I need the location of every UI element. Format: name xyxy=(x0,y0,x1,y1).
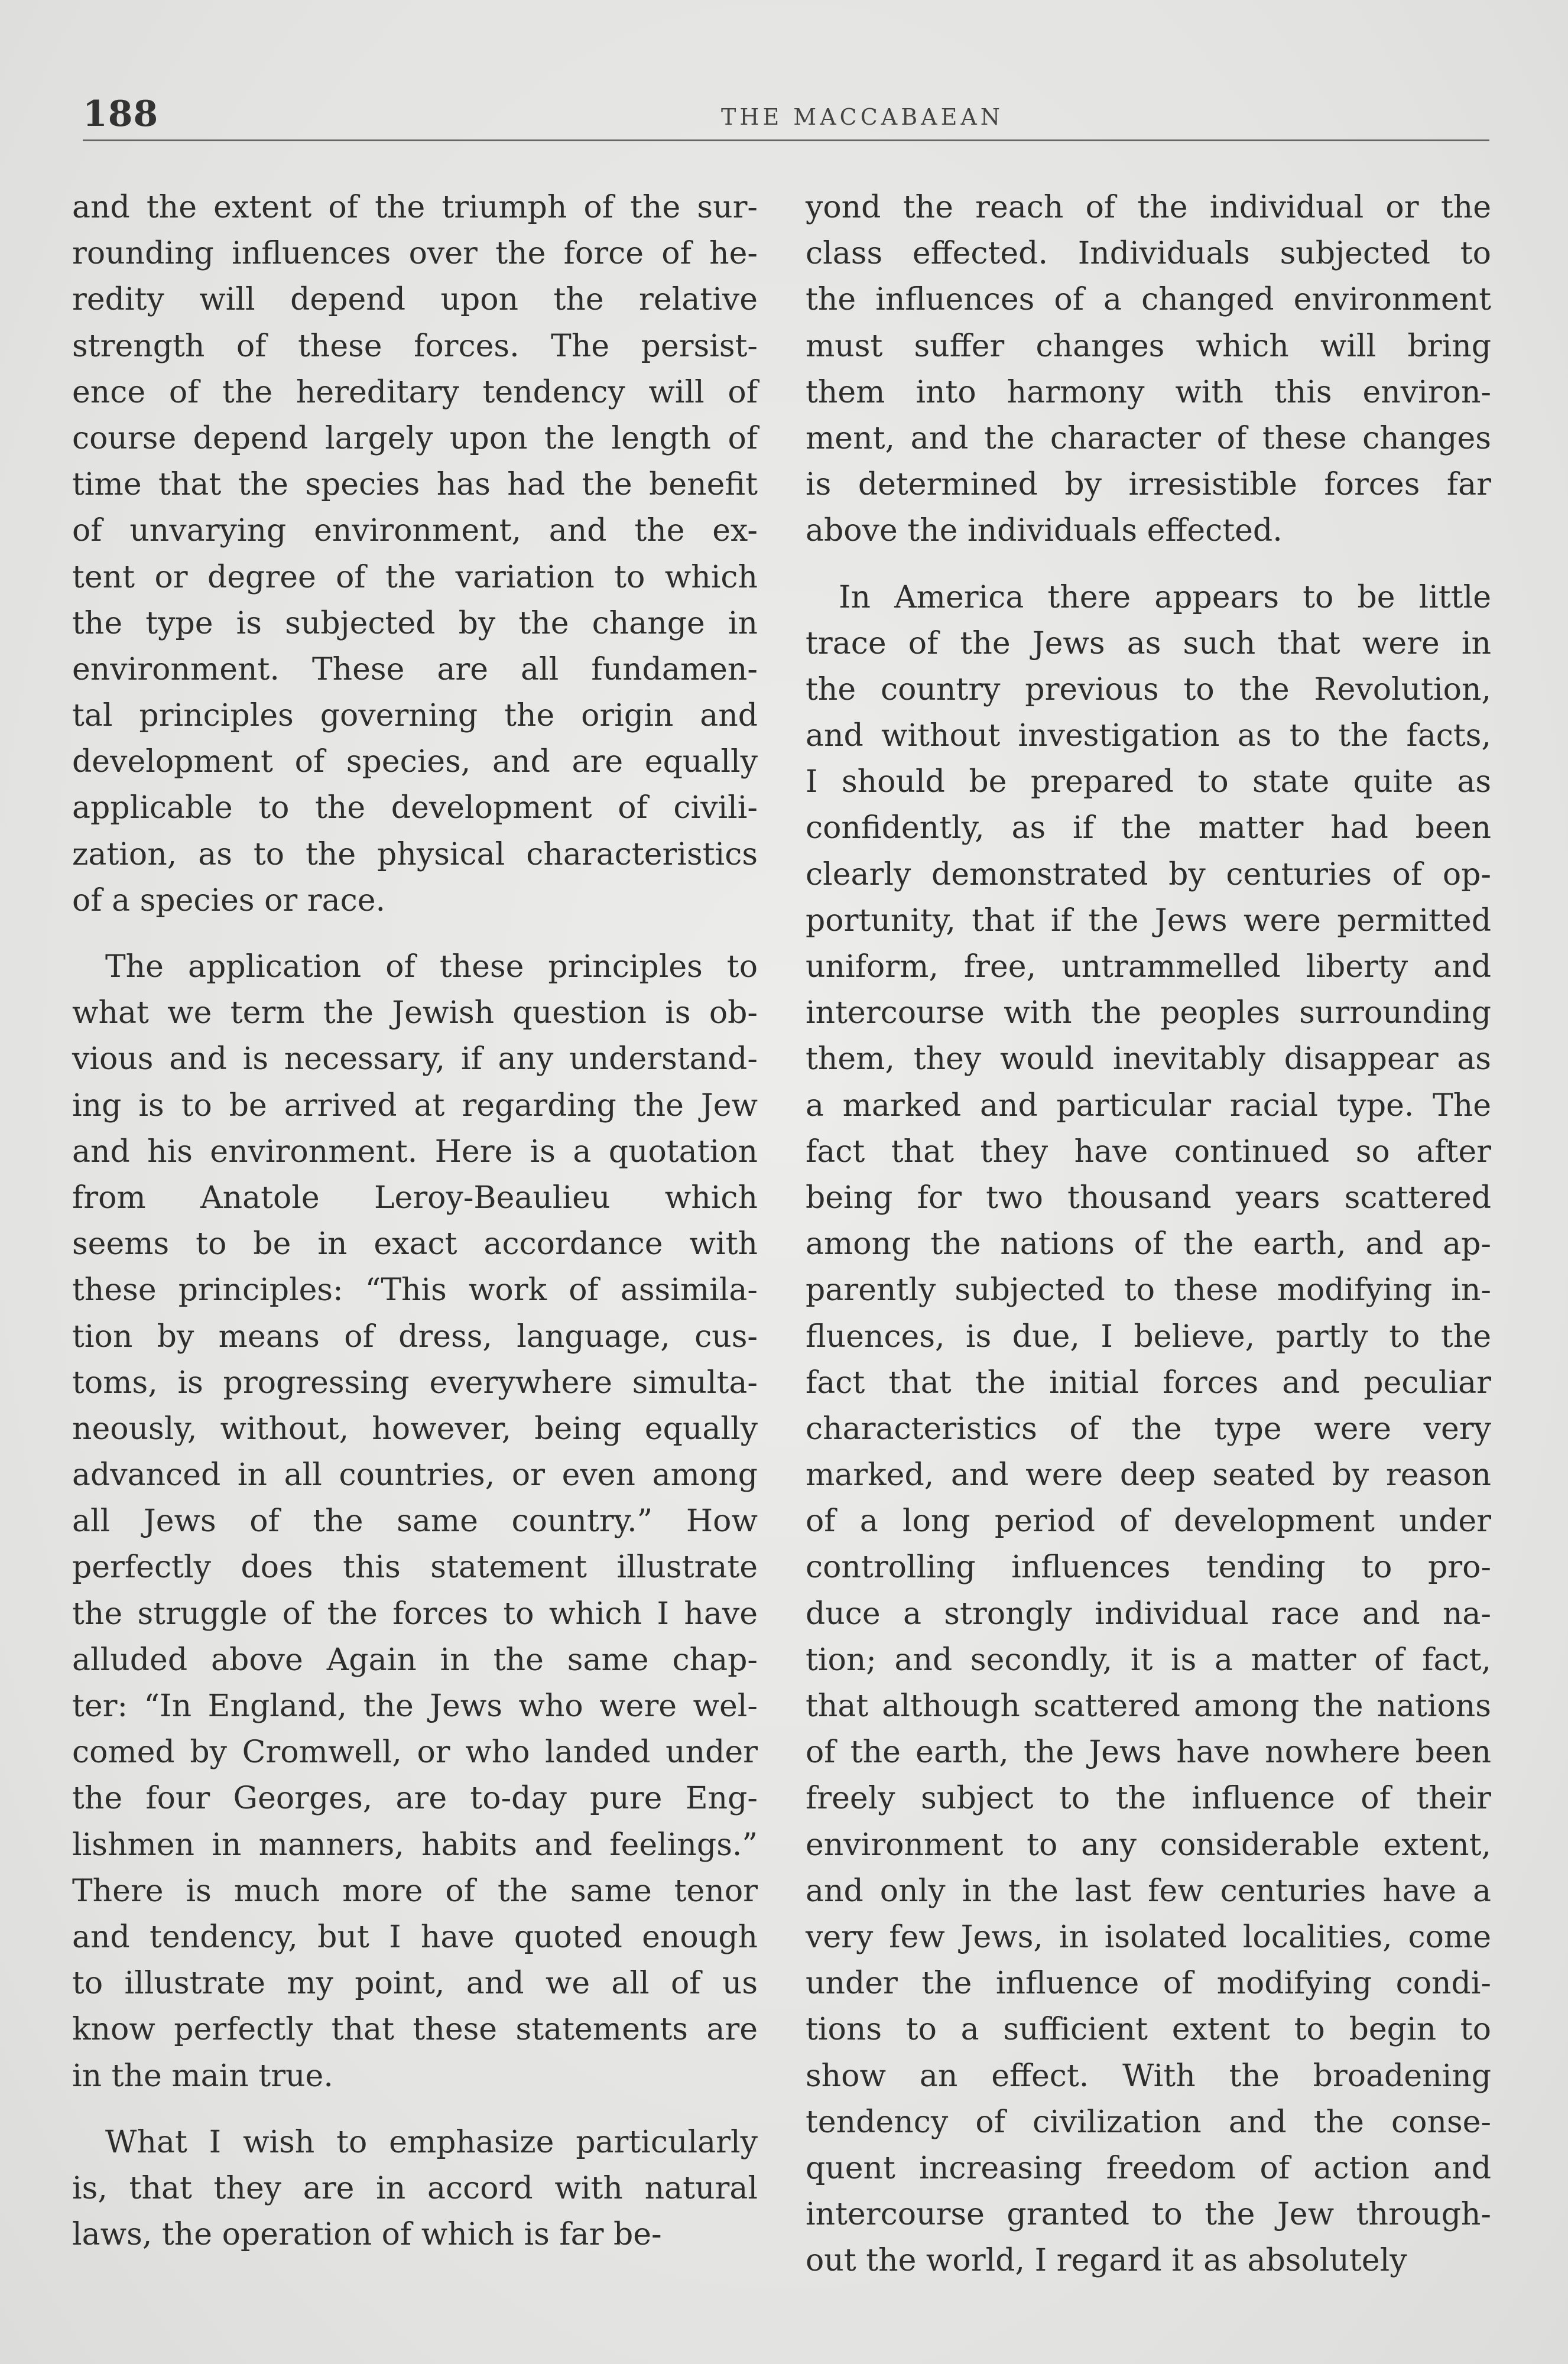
text-line: a marked and particular racial type. The xyxy=(806,1087,1491,1123)
text-line: of a species or race. xyxy=(72,882,386,918)
text-line: of the earth, the Jews have nowhere been xyxy=(806,1735,1491,1771)
text-line: above the individuals effected. xyxy=(806,513,1283,549)
text-line: comed by Cromwell, or who landed under xyxy=(72,1735,758,1771)
text-line: is, that they are in accord with natural xyxy=(72,2170,758,2206)
text-line: the four Georges, are to-day pure Eng- xyxy=(72,1781,758,1817)
text-line: the country previous to the Revolution, xyxy=(806,671,1491,707)
text-line: tent or degree of the variation to which xyxy=(72,559,758,595)
text-line: class effected. Individuals subjected to xyxy=(806,236,1491,272)
text-line: ment, and the character of these changes xyxy=(806,420,1491,456)
text-line: I should be prepared to state quite as xyxy=(806,764,1491,800)
text-line: in the main true. xyxy=(72,2058,333,2094)
text-line: show an effect. With the broadening xyxy=(806,2058,1491,2094)
text-line: them into harmony with this environ- xyxy=(806,374,1491,410)
text-line: controlling influences tending to pro- xyxy=(806,1550,1491,1586)
text-line: these principles: “This work of assimila- xyxy=(72,1272,758,1308)
left-column xyxy=(72,184,758,2258)
text-line: The application of these principles to xyxy=(105,949,758,985)
text-line: uniform, free, untrammelled liberty and xyxy=(806,949,1491,985)
text-line: must suffer changes which will bring xyxy=(806,328,1491,364)
text-line: alluded above Again in the same chap- xyxy=(72,1642,758,1678)
text-line: that although scattered among the nations xyxy=(806,1688,1491,1724)
text-line: what we term the Jewish question is ob- xyxy=(72,995,758,1031)
text-line: marked, and were deep seated by reason xyxy=(806,1457,1491,1493)
text-line: the type is subjected by the change in xyxy=(72,605,758,641)
text-line: ing is to be arrived at regarding the Jew xyxy=(72,1087,758,1123)
right-column xyxy=(806,184,1491,2284)
text-line: of a long period of development under xyxy=(806,1504,1491,1540)
text-line: parently subjected to these modifying in- xyxy=(806,1272,1491,1308)
paragraph xyxy=(806,184,1491,554)
text-line: tendency of civilization and the conse- xyxy=(806,2104,1491,2140)
text-line: seems to be in exact accordance with xyxy=(72,1226,758,1262)
text-line: quent increasing freedom of action and xyxy=(806,2150,1491,2186)
text-line: is determined by irresistible forces far xyxy=(806,467,1491,503)
text-line: characteristics of the type were very xyxy=(806,1411,1491,1447)
text-line: laws, the operation of which is far be- xyxy=(72,2217,662,2253)
text-line: the struggle of the forces to which I have xyxy=(72,1596,758,1632)
running-title: THE MACCABAEAN xyxy=(721,104,1004,130)
text-line: portunity, that if the Jews were permitted xyxy=(806,902,1491,939)
text-line: intercourse with the peoples surrounding xyxy=(806,995,1491,1031)
paragraph xyxy=(72,184,758,924)
text-line: them, they would inevitably disappear as xyxy=(806,1041,1491,1077)
text-line: know perfectly that these statements are xyxy=(72,2012,758,2048)
text-line: all Jews of the same country.” How xyxy=(72,1504,758,1540)
paragraph xyxy=(72,2119,758,2258)
text-line: perfectly does this statement illustrate xyxy=(72,1550,758,1586)
text-line: lishmen in manners, habits and feelings.” xyxy=(72,1827,758,1863)
text-line: toms, is progressing everywhere simulta- xyxy=(72,1365,758,1401)
text-line: time that the species has had the benefit xyxy=(72,467,758,503)
text-line: zation, as to the physical characteristics xyxy=(72,836,758,872)
text-line: clearly demonstrated by centuries of op- xyxy=(806,856,1491,892)
text-line: vious and is necessary, if any understand- xyxy=(72,1041,758,1077)
header-rule xyxy=(83,139,1489,141)
text-line: environment. These are all fundamen- xyxy=(72,651,758,687)
text-line: tion by means of dress, language, cus- xyxy=(72,1319,758,1355)
text-line: applicable to the development of civili- xyxy=(72,790,758,826)
text-line: and only in the last few centuries have a xyxy=(806,1873,1491,1909)
text-line: tions to a sufficient extent to begin to xyxy=(806,2012,1491,2048)
text-line: yond the reach of the individual or the xyxy=(806,190,1491,225)
text-line: fluences, is due, I believe, partly to the xyxy=(806,1319,1491,1355)
text-line: rounding influences over the force of he- xyxy=(72,236,758,272)
text-line: of unvarying environment, and the ex- xyxy=(72,513,758,549)
text-line: confidently, as if the matter had been xyxy=(806,810,1491,846)
text-line: out the world, I regard it as absolutely xyxy=(806,2243,1407,2279)
paragraph-gap xyxy=(806,554,1491,574)
text-line: fact that they have continued so after xyxy=(806,1134,1491,1170)
paragraph xyxy=(806,574,1491,2284)
text-line: duce a strongly individual race and na- xyxy=(806,1596,1491,1632)
text-line: being for two thousand years scattered xyxy=(806,1180,1491,1216)
text-line: freely subject to the influence of their xyxy=(806,1781,1491,1817)
text-line: strength of these forces. The persist- xyxy=(72,328,758,364)
page-header xyxy=(83,89,1489,136)
text-line: What I wish to emphasize particularly xyxy=(105,2124,758,2160)
text-line: There is much more of the same tenor xyxy=(72,1873,758,1909)
text-line: trace of the Jews as such that were in xyxy=(806,625,1491,661)
text-line: under the influence of modifying condi- xyxy=(806,1966,1491,2002)
text-line: redity will depend upon the relative xyxy=(72,282,758,318)
text-line: ence of the hereditary tendency will of xyxy=(72,374,758,410)
text-line: the influences of a changed environment xyxy=(806,282,1491,318)
paragraph-gap xyxy=(72,2099,758,2119)
text-line: very few Jews, in isolated localities, come xyxy=(806,1919,1491,1955)
text-line: and the extent of the triumph of the sur- xyxy=(72,190,758,225)
page-number: 188 xyxy=(83,93,159,135)
text-line: course depend largely upon the length of xyxy=(72,420,758,456)
text-line: and tendency, but I have quoted enough xyxy=(72,1919,758,1955)
text-line: neously, without, however, being equally xyxy=(72,1411,758,1447)
text-line: to illustrate my point, and we all of us xyxy=(72,1966,758,2002)
text-line: ter: “In England, the Jews who were wel- xyxy=(72,1688,758,1724)
text-line: from Anatole Leroy-Beaulieu which xyxy=(72,1180,758,1216)
text-line: tal principles governing the origin and xyxy=(72,698,758,734)
text-line: development of species, and are equally xyxy=(72,744,758,780)
text-line: tion; and secondly, it is a matter of fact, xyxy=(806,1642,1491,1678)
text-line: In America there appears to be little xyxy=(839,579,1491,615)
text-line: environment to any considerable extent, xyxy=(806,1827,1491,1863)
text-line: among the nations of the earth, and ap- xyxy=(806,1226,1491,1262)
text-line: advanced in all countries, or even among xyxy=(72,1457,758,1493)
text-line: and without investigation as to the facts, xyxy=(806,718,1491,754)
text-line: fact that the initial forces and peculiar xyxy=(806,1365,1491,1401)
text-line: intercourse granted to the Jew through- xyxy=(806,2197,1491,2233)
text-line: and his environment. Here is a quotation xyxy=(72,1134,758,1170)
paragraph-gap xyxy=(72,924,758,944)
paragraph xyxy=(72,944,758,2099)
